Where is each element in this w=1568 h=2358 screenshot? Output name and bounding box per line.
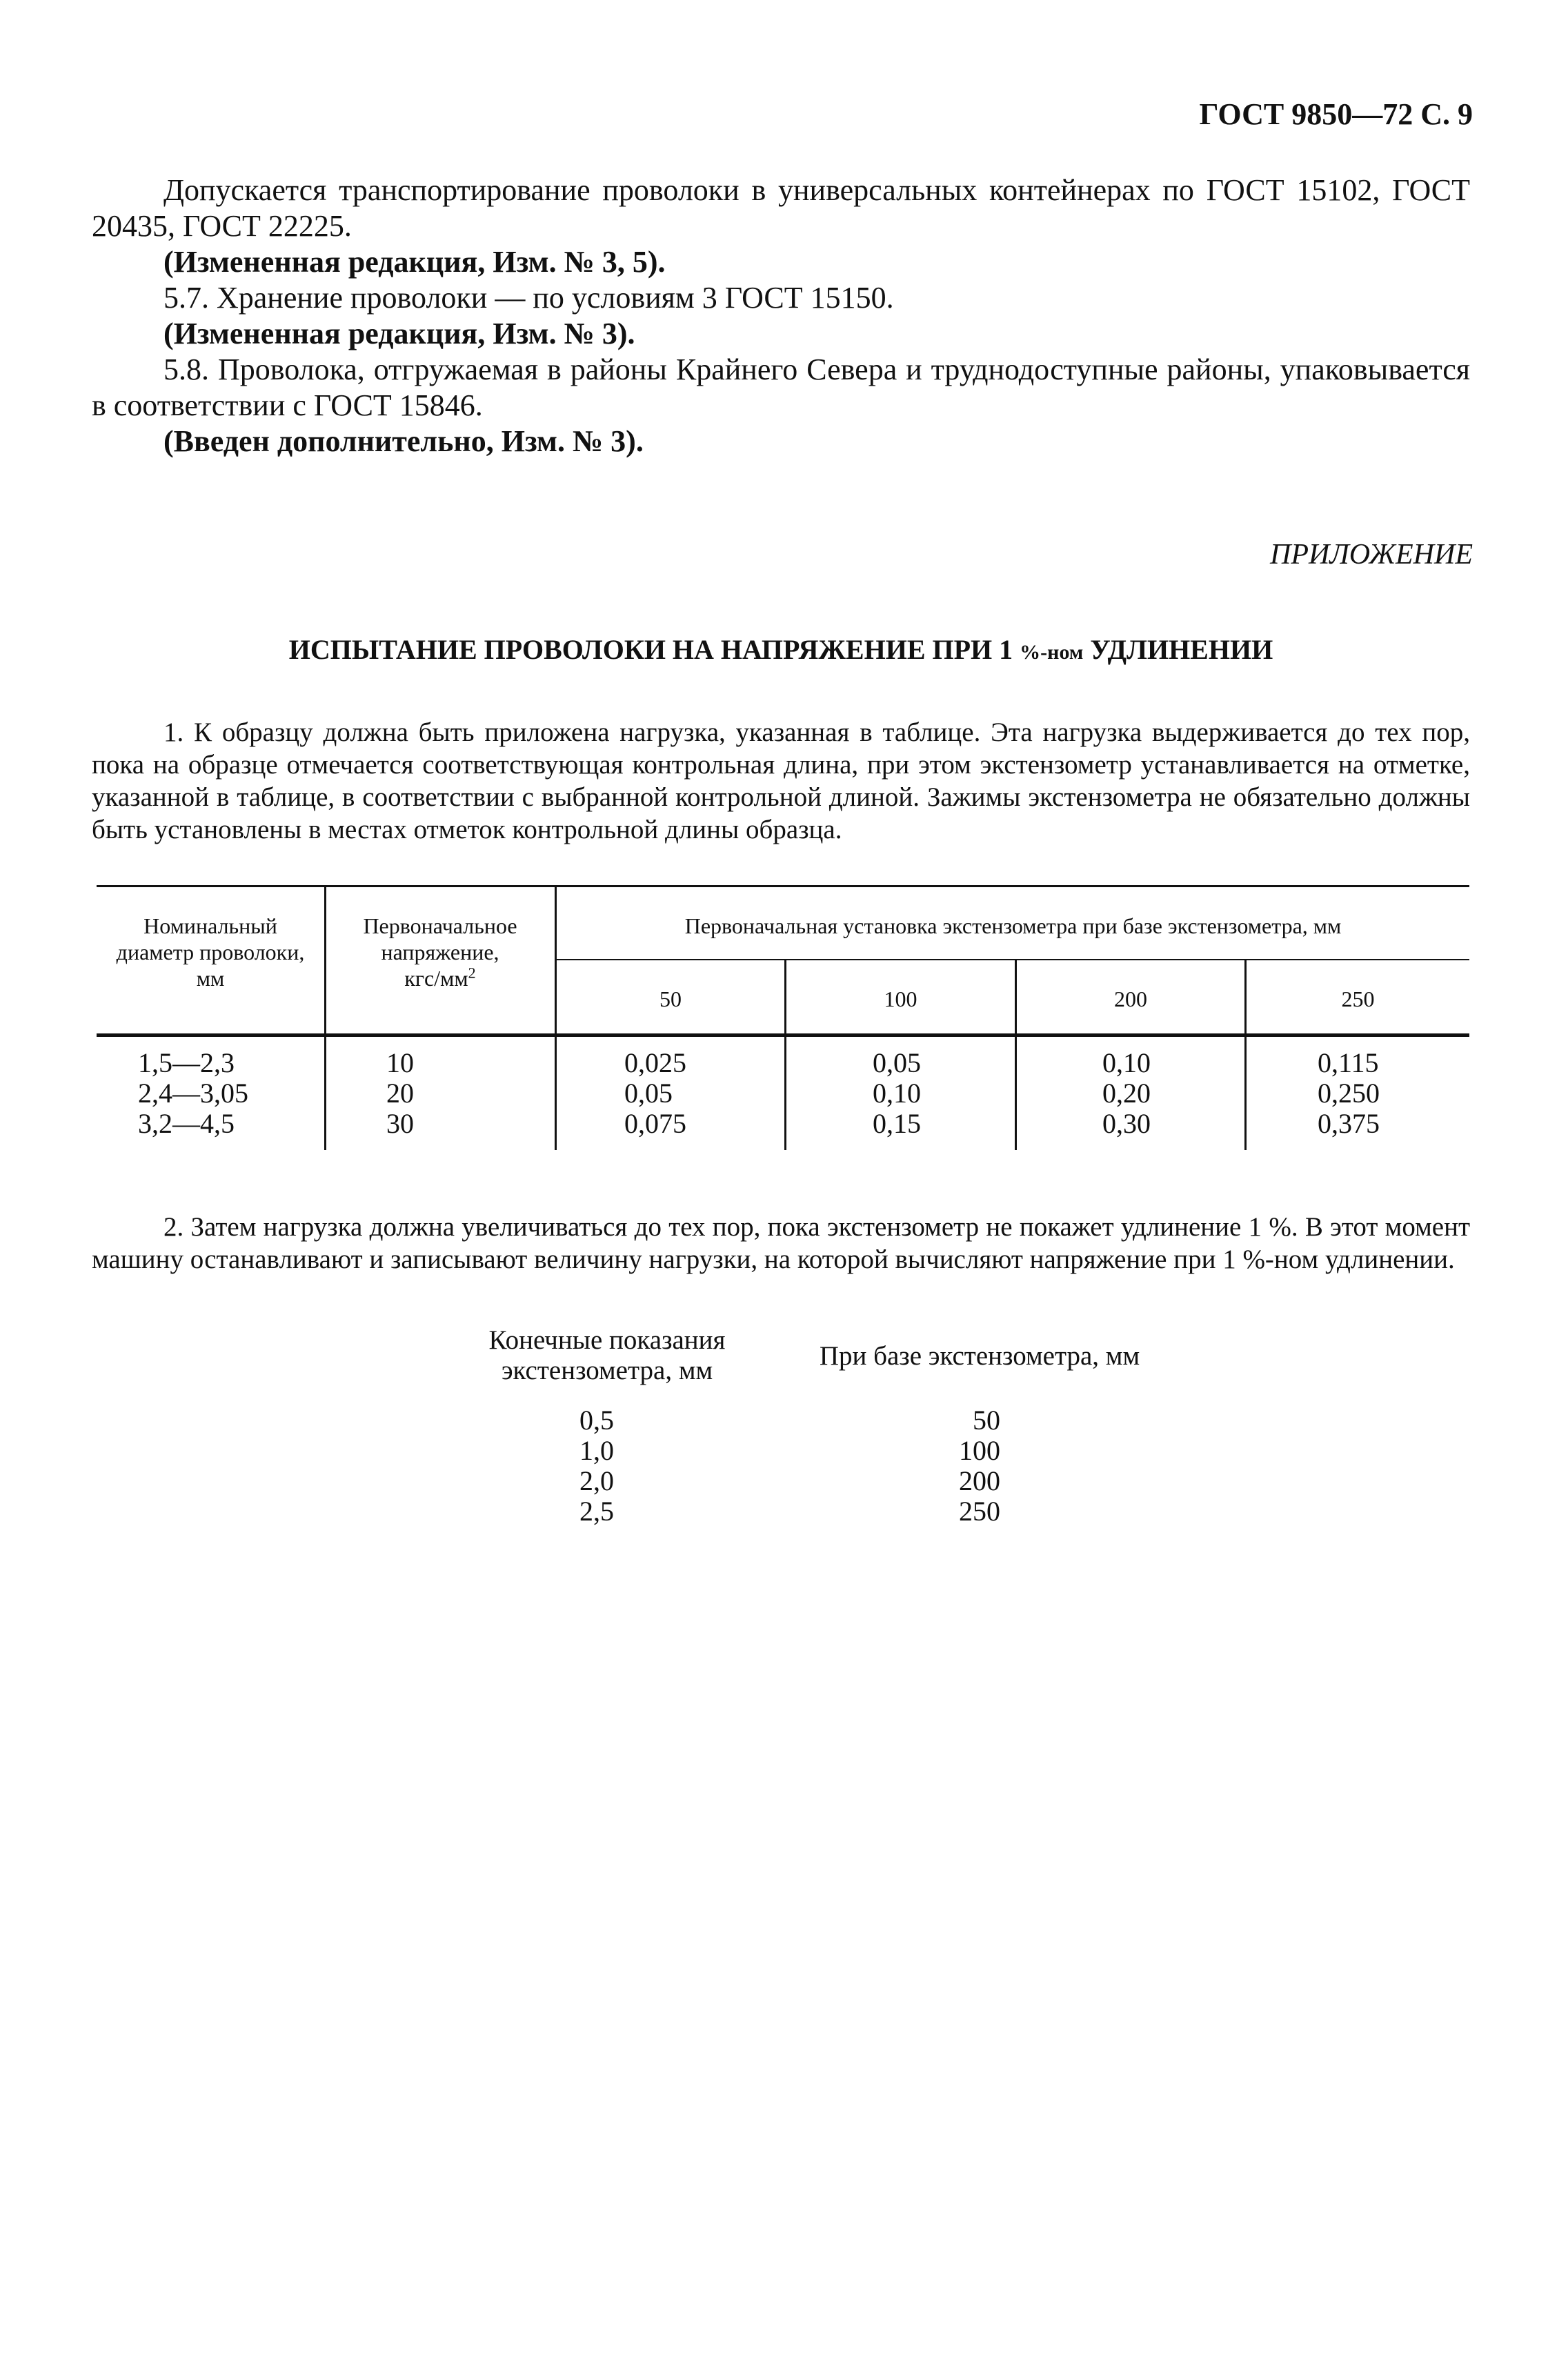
list-item: 2,5 — [579, 1496, 614, 1527]
header-base-250: 250 — [1341, 987, 1375, 1011]
page-header: ГОСТ 9850—72 С. 9 — [1199, 97, 1473, 131]
table-group-rule — [555, 959, 1469, 960]
table-top-rule — [97, 885, 1469, 887]
table-cell: 0,05 — [873, 1047, 921, 1078]
table-cell: 0,20 — [1102, 1078, 1151, 1109]
amendment-note: (Введен дополнительно, Изм. № 3). — [163, 424, 644, 458]
table-cell: 30 — [386, 1108, 414, 1139]
readings-header-final — [441, 1325, 773, 1386]
list-item: 50 — [973, 1405, 1000, 1436]
table-cell: 1,5—2,3 — [138, 1047, 235, 1078]
table-cell: 0,10 — [1102, 1047, 1151, 1078]
appendix-label: ПРИЛОЖЕНИЕ — [1270, 539, 1473, 571]
header-stress-unit — [331, 965, 549, 991]
table-cell: 0,30 — [1102, 1108, 1151, 1139]
header-extensometer-group: Первоначальная установка экстензометра при базе экстензометра, мм — [684, 913, 1342, 938]
base-250-column — [1318, 1048, 1428, 1139]
list-item: 100 — [959, 1435, 1000, 1466]
appendix-item-1 — [92, 716, 1470, 846]
base-100-column — [873, 1048, 983, 1139]
list-item: 1,0 — [579, 1435, 614, 1466]
table-cell: 0,375 — [1318, 1108, 1380, 1139]
header-base-200: 200 — [1114, 987, 1147, 1011]
table-cell: 20 — [386, 1078, 414, 1109]
list-item: 200 — [959, 1465, 1000, 1496]
base-200-column — [1102, 1048, 1213, 1139]
stress-column — [386, 1048, 455, 1139]
header-stress-unit-text: кгс/мм — [404, 966, 468, 991]
appendix-item-2-text: 2. Затем нагрузка должна увеличиваться до тех пор, пока экстензометр не покажет удлинение 1 %. В этот момент машину останавливают и записывают величину нагрузки, на которой вычисляют напряжение при 1 %-ном удлинении. — [92, 1212, 1470, 1274]
table-cell: 0,250 — [1318, 1078, 1380, 1109]
appendix-item-1-text: 1. К образцу должна быть приложена нагрузка, указанная в таблице. Эта нагрузка выдерживается до тех пор, пока на образце отмечается соответствующая контрольная длина, при этом экстензометр устанавливается на отметке, указанной в таблице, в соответствии с выбранной контрольной длиной. Зажимы экстензометра не обязательно должны быть установлены в местах отметок контрольной длины образца. — [92, 717, 1470, 844]
table-cell: 3,2—4,5 — [138, 1108, 235, 1139]
header-base-100: 100 — [884, 987, 917, 1011]
header-initial-stress — [331, 913, 549, 991]
header-diameter: Номинальный диаметр проволоки, мм — [116, 913, 305, 991]
table-cell: 0,115 — [1318, 1047, 1379, 1078]
readings-header-line: экстензометра, мм — [501, 1356, 713, 1385]
transport-paragraph: Допускается транспортирование проволоки в универсальных контейнерах по ГОСТ 15102, ГОСТ 20435, ГОСТ 22225. — [92, 173, 1470, 243]
list-item: 2,0 — [579, 1465, 614, 1496]
appendix-title — [92, 633, 1470, 666]
appendix-title-part: ИСПЫТАНИЕ ПРОВОЛОКИ НА НАПРЯЖЕНИЕ ПРИ 1 — [288, 634, 1020, 665]
section-5-text — [92, 172, 1470, 459]
header-stress-line: напряжение, — [381, 940, 499, 964]
amendment-note: (Измененная редакция, Изм. № 3, 5). — [163, 245, 666, 279]
header-stress-line: Первоначальное — [363, 913, 517, 938]
list-item: 0,5 — [579, 1405, 614, 1436]
extensometer-table — [97, 885, 1469, 1151]
table-cell: 2,4—3,05 — [138, 1078, 248, 1109]
table-cell: 0,15 — [873, 1108, 921, 1139]
appendix-title-part: %-ном — [1020, 641, 1084, 664]
readings-header-line: Конечные показания — [488, 1325, 726, 1355]
final-readings-column — [579, 1405, 662, 1527]
list-item: 250 — [959, 1496, 1000, 1527]
diameter-column — [138, 1048, 276, 1139]
storage-paragraph: 5.7. Хранение проволоки — по условиям 3 ГОСТ 15150. — [163, 281, 894, 315]
header-stress-unit-sup: 2 — [468, 964, 476, 982]
table-header-rule — [97, 1033, 1469, 1037]
table-cell: 0,025 — [624, 1047, 686, 1078]
north-paragraph: 5.8. Проволока, отгружаемая в районы Крайнего Севера и труднодоступные районы, упаковывается в соответствии с ГОСТ 15846. — [92, 353, 1470, 422]
table-cell: 0,05 — [624, 1078, 673, 1109]
header-base-50: 50 — [659, 987, 682, 1011]
amendment-note: (Измененная редакция, Изм. № 3). — [163, 317, 635, 350]
table-col-rule — [324, 885, 326, 1150]
bases-column — [924, 1405, 1000, 1527]
table-cell: 10 — [386, 1047, 414, 1078]
table-cell: 0,075 — [624, 1108, 686, 1139]
appendix-title-part: УДЛИНЕНИИ — [1083, 634, 1273, 665]
base-50-column — [624, 1048, 735, 1139]
appendix-item-2 — [92, 1211, 1470, 1276]
table-cell: 0,10 — [873, 1078, 921, 1109]
readings-header-base: При базе экстензометра, мм — [819, 1341, 1140, 1371]
